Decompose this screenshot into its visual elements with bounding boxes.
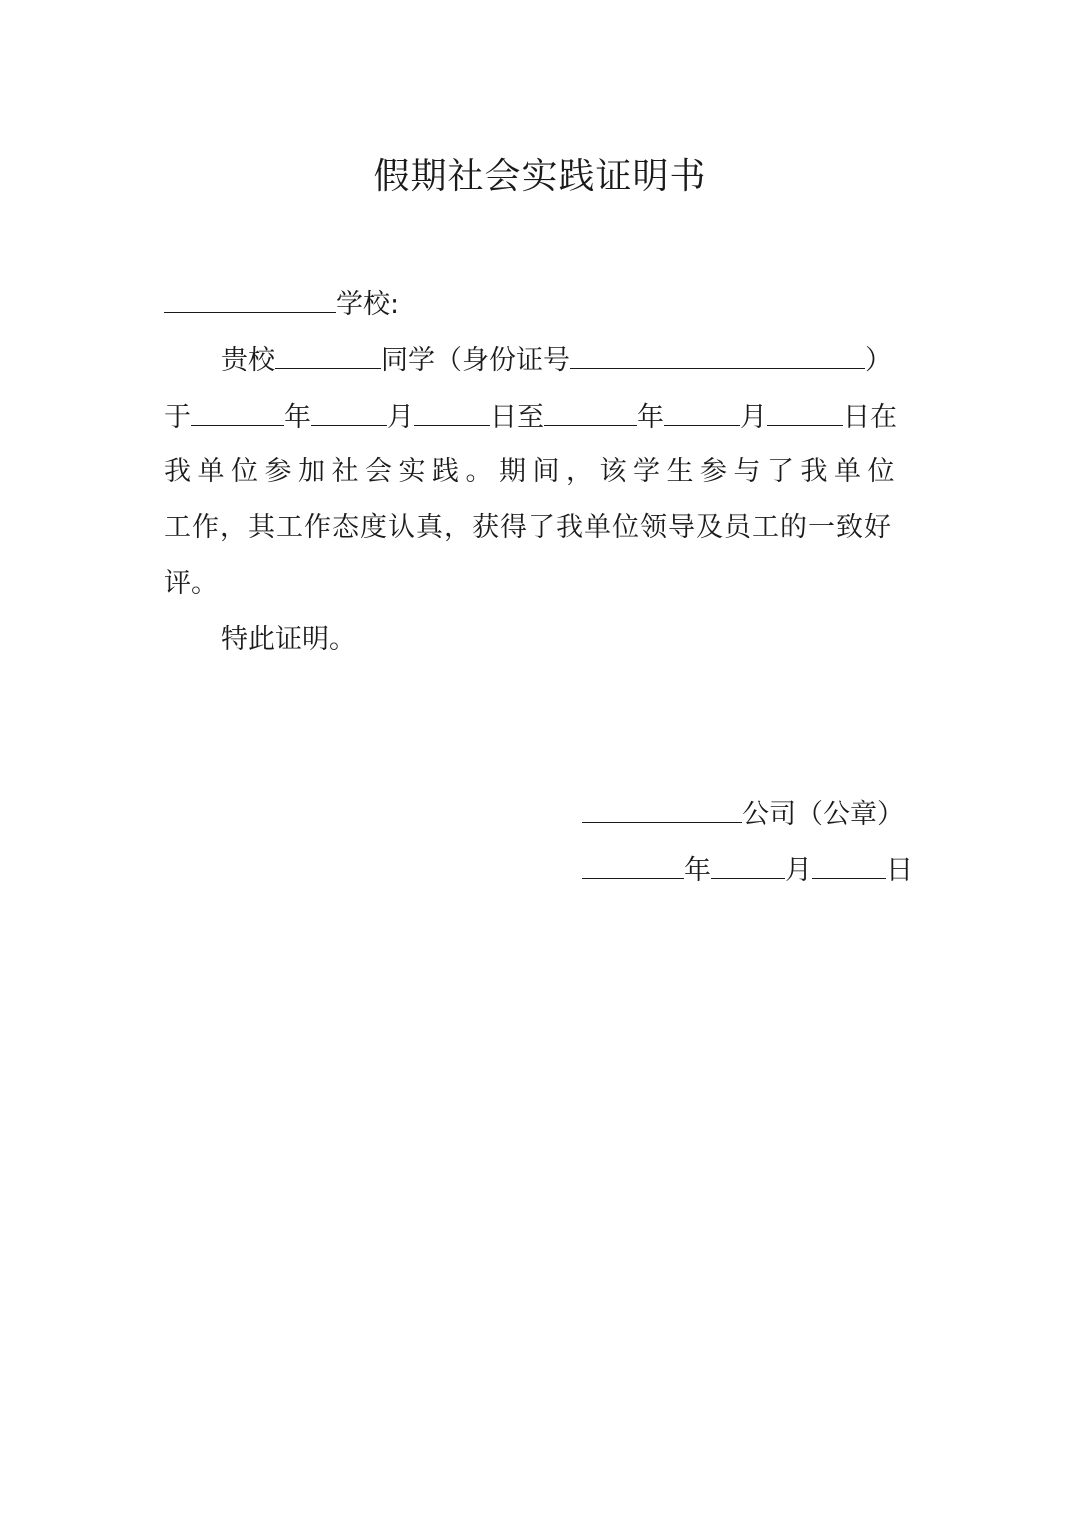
end-year-blank[interactable] bbox=[544, 395, 637, 426]
end-month-label: 月 bbox=[740, 402, 767, 433]
sign-month-label: 月 bbox=[785, 855, 812, 886]
salutation-line bbox=[164, 282, 399, 322]
end-day-label: 日在 bbox=[843, 402, 897, 433]
id-label: 同学（身份证号 bbox=[381, 345, 570, 376]
sign-day-label: 日 bbox=[886, 855, 913, 886]
body-line-3: 评。 bbox=[164, 568, 218, 599]
student-line bbox=[221, 338, 892, 378]
start-year-label: 年 bbox=[284, 402, 311, 433]
close-paren: ） bbox=[865, 345, 892, 376]
signature-date-line bbox=[582, 848, 913, 888]
start-month-blank[interactable] bbox=[311, 395, 387, 426]
body-line-1: 我单位参加社会实践。期间，该学生参与了我单位 bbox=[164, 456, 901, 487]
company-seal-label: 公司（公章） bbox=[742, 799, 904, 830]
document-title: 假期社会实践证明书 bbox=[373, 156, 707, 197]
sign-day-blank[interactable] bbox=[812, 848, 886, 879]
company-name-blank[interactable] bbox=[582, 792, 742, 823]
school-blank[interactable] bbox=[164, 282, 336, 313]
id-number-blank[interactable] bbox=[570, 338, 865, 369]
guixiao-label: 贵校 bbox=[221, 345, 275, 376]
start-year-blank[interactable] bbox=[191, 395, 284, 426]
start-day-blank[interactable] bbox=[414, 395, 490, 426]
start-day-label: 日至 bbox=[490, 402, 544, 433]
yu-label: 于 bbox=[164, 402, 191, 433]
start-month-label: 月 bbox=[387, 402, 414, 433]
closing-line: 特此证明。 bbox=[221, 624, 356, 655]
student-name-blank[interactable] bbox=[275, 338, 381, 369]
end-month-blank[interactable] bbox=[664, 395, 740, 426]
company-line bbox=[582, 792, 904, 832]
date-range-line bbox=[164, 395, 897, 435]
school-suffix: 学校: bbox=[336, 289, 400, 320]
sign-year-blank[interactable] bbox=[582, 848, 684, 879]
end-day-blank[interactable] bbox=[767, 395, 843, 426]
sign-month-blank[interactable] bbox=[711, 848, 785, 879]
body-line-2: 工作，其工作态度认真，获得了我单位领导及员工的一致好 bbox=[164, 512, 892, 543]
end-year-label: 年 bbox=[637, 402, 664, 433]
sign-year-label: 年 bbox=[684, 855, 711, 886]
